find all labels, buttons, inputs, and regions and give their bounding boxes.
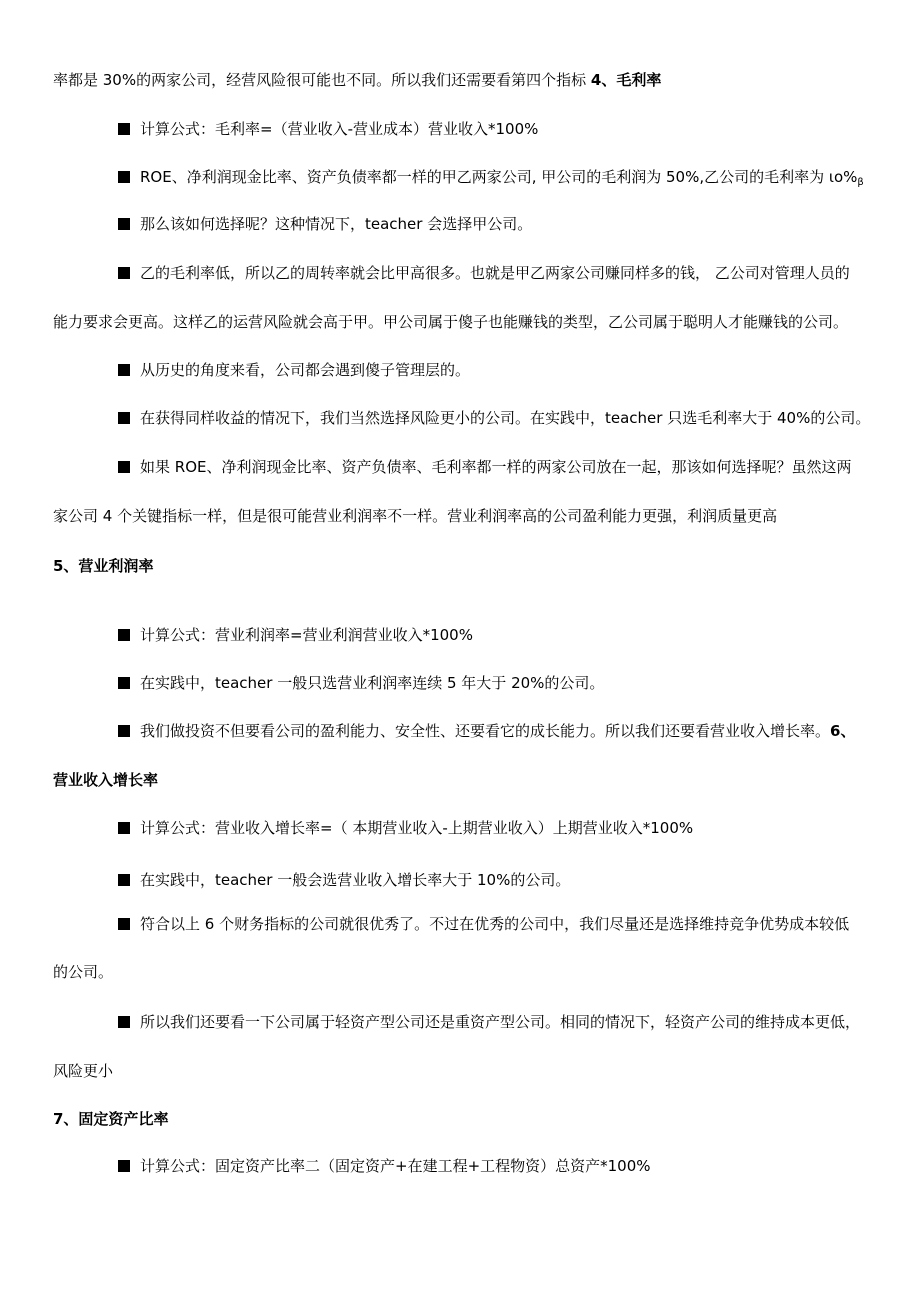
square-bullet-icon bbox=[118, 822, 130, 834]
square-bullet-icon bbox=[118, 267, 130, 279]
bullet-text: 从历史的角度来看，公司都会遇到傻子管理层的。 bbox=[140, 361, 471, 379]
bullet-text: 乙的毛利率低，所以乙的周转率就会比甲高很多。也就是甲乙两家公司赚同样多的钱， 乙公司对管理人员的 bbox=[140, 264, 850, 282]
bullet-text: 计算公式：固定资产比率二（固定资产+在建工程+工程物资）总资产*100% bbox=[140, 1157, 651, 1175]
paragraph-line bbox=[53, 70, 883, 90]
bullet-text: 符合以上 6 个财务指标的公司就很优秀了。不过在优秀的公司中，我们尽量还是选择维持竞争优势成本较低 bbox=[140, 915, 850, 933]
bullet-item bbox=[118, 721, 888, 741]
bullet-text: 计算公式：毛利率=（营业收入-营业成本）营业收入*100% bbox=[140, 120, 539, 138]
paragraph-line bbox=[53, 312, 883, 332]
bullet-text: ROE、净利润现金比率、资产负债率都一样的甲乙两家公司, 甲公司的毛利润为 50%,乙公司的毛利率为 ιo% bbox=[140, 168, 858, 186]
square-bullet-icon bbox=[118, 123, 130, 135]
square-bullet-icon bbox=[118, 1016, 130, 1028]
paragraph-text: 家公司 4 个关键指标一样，但是很可能营业利润率不一样。营业利润率高的公司盈利能力更强，利润质量更高 bbox=[53, 507, 778, 525]
paragraph-line bbox=[53, 506, 883, 526]
paragraph-line bbox=[53, 962, 883, 982]
bullet-item bbox=[118, 214, 888, 234]
paragraph-text: 率都是 30%的两家公司，经营风险很可能也不同。所以我们还需要看第四个指标 bbox=[53, 71, 591, 89]
paragraph-text: 能力要求会更高。这样乙的运营风险就会高于甲。甲公司属于傻子也能赚钱的类型，乙公司属于聪明人才能赚钱的公司。 bbox=[53, 313, 849, 331]
bullet-item bbox=[118, 914, 888, 934]
square-bullet-icon bbox=[118, 171, 130, 183]
section-heading-6-number: 6、 bbox=[830, 722, 856, 740]
bullet-text: 那么该如何选择呢？这种情况下，teacher 会选择甲公司。 bbox=[140, 215, 533, 233]
bullet-item bbox=[118, 673, 888, 693]
square-bullet-icon bbox=[118, 918, 130, 930]
bullet-text: 如果 ROE、净利润现金比率、资产负债率、毛利率都一样的两家公司放在一起，那该如何选择呢？虽然这两 bbox=[140, 458, 852, 476]
bullet-item bbox=[118, 360, 888, 380]
bullet-item bbox=[118, 457, 888, 477]
square-bullet-icon bbox=[118, 1160, 130, 1172]
square-bullet-icon bbox=[118, 364, 130, 376]
bullet-text: 在实践中，teacher 一般只选营业利润率连续 5 年大于 20%的公司。 bbox=[140, 674, 605, 692]
bullet-item bbox=[118, 1156, 888, 1176]
square-bullet-icon bbox=[118, 725, 130, 737]
bullet-text: 计算公式：营业利润率=营业利润营业收入*100% bbox=[140, 626, 473, 644]
bullet-item bbox=[118, 408, 888, 428]
square-bullet-icon bbox=[118, 412, 130, 424]
bullet-item bbox=[118, 167, 888, 193]
bullet-text: 在获得同样收益的情况下，我们当然选择风险更小的公司。在实践中，teacher 只选毛利率大于 40%的公司。 bbox=[140, 409, 871, 427]
bullet-item bbox=[118, 870, 888, 890]
bullet-text: 在实践中，teacher 一般会选营业收入增长率大于 10%的公司。 bbox=[140, 871, 571, 889]
square-bullet-icon bbox=[118, 874, 130, 886]
section-heading-4: 4、毛利率 bbox=[590, 71, 662, 89]
square-bullet-icon bbox=[118, 677, 130, 689]
section-heading-7: 7、固定资产比率 bbox=[53, 1110, 169, 1128]
bullet-text: 我们做投资不但要看公司的盈利能力、安全性、还要看它的成长能力。所以我们还要看营业收入增长率。 bbox=[140, 722, 831, 740]
bullet-item bbox=[118, 818, 888, 838]
section-heading-5: 5、营业利润率 bbox=[53, 557, 154, 575]
bullet-text: 计算公式：营业收入增长率=（ 本期营业收入-上期营业收入）上期营业收入*100% bbox=[140, 819, 694, 837]
bullet-item bbox=[118, 263, 888, 283]
subscript-text: β bbox=[857, 177, 864, 188]
bullet-text: 所以我们还要看一下公司属于轻资产型公司还是重资产型公司。相同的情况下，轻资产公司的维持成本更低， bbox=[140, 1013, 861, 1031]
bullet-item bbox=[118, 625, 888, 645]
paragraph-text: 的公司。 bbox=[53, 963, 114, 981]
section-heading-6: 营业收入增长率 bbox=[53, 771, 159, 789]
bullet-item bbox=[118, 1012, 888, 1032]
paragraph-line bbox=[53, 1061, 883, 1081]
square-bullet-icon bbox=[118, 218, 130, 230]
square-bullet-icon bbox=[118, 461, 130, 473]
square-bullet-icon bbox=[118, 629, 130, 641]
bullet-item bbox=[118, 119, 888, 139]
paragraph-text: 风险更小 bbox=[53, 1062, 114, 1080]
